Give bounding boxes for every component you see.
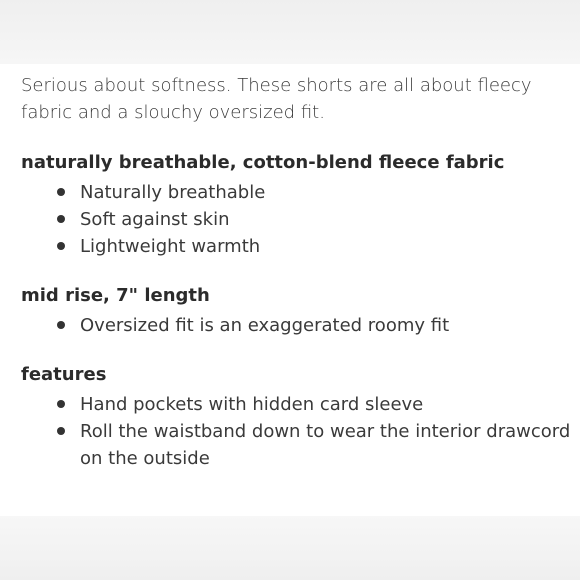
bullet-item: Roll the waistband down to wear the interior drawcord on the outside [21, 418, 571, 472]
section-features [21, 361, 571, 472]
section-heading: mid rise, 7" length [21, 285, 210, 306]
bullet-list [21, 312, 571, 339]
bullet-item: Hand pockets with hidden card sleeve [21, 391, 571, 418]
bullet-item: Lightweight warmth [21, 233, 571, 260]
bullet-list [21, 391, 571, 472]
section-fit [21, 282, 571, 339]
section-heading: features [21, 364, 107, 385]
bullet-list [21, 179, 571, 260]
bottom-background [0, 516, 580, 580]
section-fabric [21, 149, 571, 260]
section-heading: naturally breathable, cotton-blend fleece fabric [21, 152, 505, 173]
intro-text: Serious about softness. These shorts are all about fleecy fabric and a slouchy oversized fit. [21, 75, 532, 123]
product-description [21, 72, 571, 494]
bullet-item: Naturally breathable [21, 179, 571, 206]
bullet-item: Oversized fit is an exaggerated roomy fit [21, 312, 571, 339]
bullet-item: Soft against skin [21, 206, 571, 233]
top-background [0, 0, 580, 64]
